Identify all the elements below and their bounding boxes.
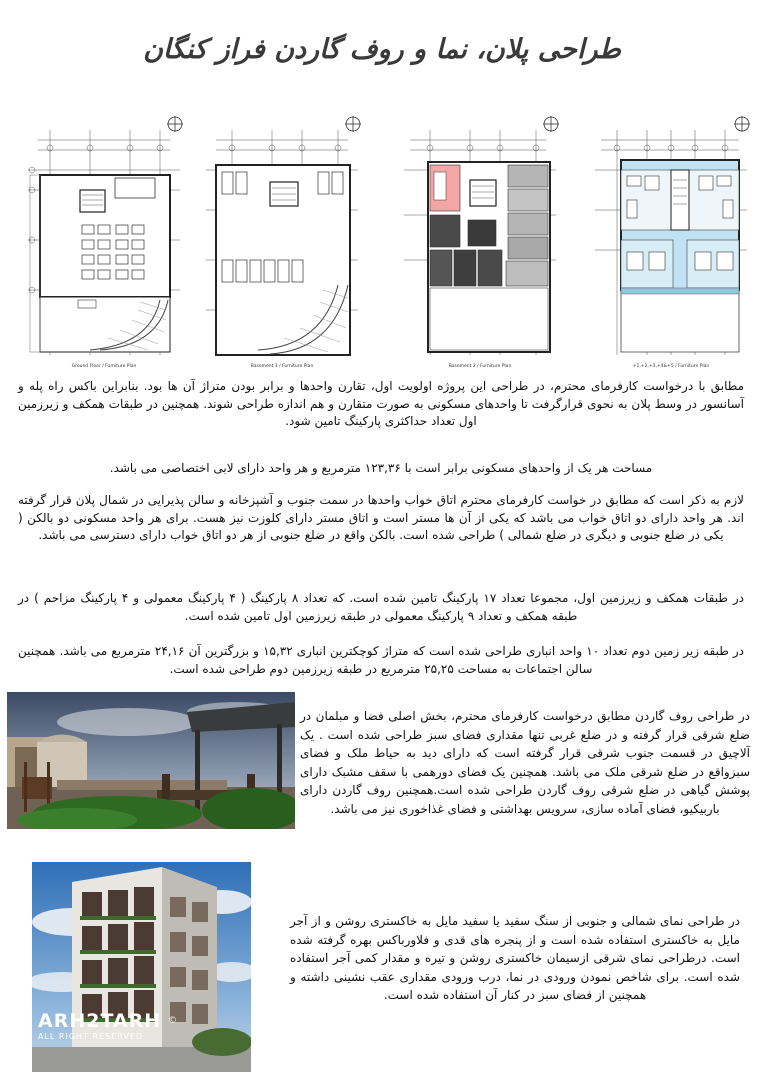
plan-caption: Ground Floor / Furniture Plan [71,364,137,369]
typical-floor-drawing [587,110,755,370]
watermark-logo [38,1010,161,1041]
paragraph-unit-area: مساحت هر یک از واحدهای مسکونی برابر است با ۱۲۳,۳۶ مترمربع و هر واحد دارای لابی اختصاصی می باشد. [109,461,653,475]
basement-1-drawing [198,110,366,370]
watermark-name: ARH2TARH [38,1010,162,1032]
plan-caption: Basement 2 / Furniture Plan [448,364,512,369]
watermark-rights: ALL RIGHT RESERVED [38,1032,144,1041]
paragraph-roof-garden: در طراحی روف گاردن مطابق درخواست کارفرمای محترم، بخش اصلی فضا و مبلمان در ضلع شرقی قرار گرفته و در ضلع غربی تنها مقداری فضای سبز طراحی شده است . یک آلاچیق در قسمت جنوب شرقی قرار گرفته است که دارای دید به حیاط ملک و فضای سبزواقع در ضلع شرقی ملک می باشد. همچنین یک فضای دورهمی با سقف مشبک دارای پوشش گیاهی در ضلع شرقی روف گاردن طراحی شده است.همچنین روف گاردن دارای باربیکیو، فضای آماده سازی، سرویس بهداشتی و فضای غذاخوری نیز می باشد. [300,709,750,816]
ground-floor-plan [20,110,188,370]
basement-2-plan [396,110,564,370]
basement-2-drawing [396,110,564,370]
plan-caption: Basement 1 / Furniture Plan [250,364,314,369]
copyright-symbol: © [168,1016,177,1026]
floor-plans-row [20,110,755,370]
paragraph-facade: در طراحی نمای شمالی و جنوبی از سنگ سفید یا سفید مایل به خاکستری روشن و از آجر مایل به خاکستری استفاده شده است و از پنجره های قدی و فلاورباکس بهره گرفته شده است. درطراحی نمای شرقی ازسیمان خاکستری روشن و تیره و مقدار کمی آجر استفاده شده است. برای شاخص نمودن ورودی در نما، درب ورودی مقداری عقب نشینی داشته و همچنین از فضای سبز در کنار آن استفاده شده است. [290,914,740,1002]
paragraph-layout: مطابق با درخواست کارفرمای محترم، در طراحی این پروژه اولویت اول، تقارن واحدها و برابر بودن متراژ آن ها بود. بنابراین باکس راه پله و آسانسور در وسط پلان به نحوی قرارگرفت تا واحدهای مسکونی به صورت متقارن و هم اندازه طراحی شوند. همچنین در طبقات همکف و زیرزمین اول تعداد حداکثری پارکینگ تامین شود. [18,379,744,428]
paragraph-parking: در طبقات همکف و زیرزمین اول، مجموعا تعداد ۱۷ پارکینگ تامین شده است. که تعداد ۸ پارکینگ ( ۴ پارکینگ معمولی و ۴ پارکینگ مزاحم ) در طبقه همکف و تعداد ۹ پارکینگ معمولی در طبقه زیرزمین اول تامین شده است. [18,591,744,623]
page-title: طراحی پلان، نما و روف گاردن فراز کنگان [143,34,621,65]
paragraph-bedrooms: لازم به ذکر است که مطابق در خواست کارفرمای محترم اتاق خواب واحدها در سمت جنوب و آشپزخانه و سالن پذیرایی در شمال پلان قرار گرفته اند. هر واحد دارای دو اتاق خواب می باشد که یکی از آن ها مستر است و اتاق مستر دارای کلوزت نیز هست. برای هر واحد مسکونی دو بالکن ( یکی در ضلع جنوبی و دیگری در ضلع شمالی ) طراحی شده است. بالکن واقع در ضلع جنوبی از هر دو اتاق خواب دارای دسترسی می باشد. [18,493,744,542]
roof-garden-render [7,692,295,829]
paragraph-storage: در طبقه زیر زمین دوم تعداد ۱۰ واحد انباری طراحی شده است که متراژ کوچکترین انباری ۱۵,۳۲ و بزرگترین آن ۲۴,۱۶ مترمربع می باشد. همچنین سالن اجتماعات به مساحت ۲۵,۲۵ مترمربع در طبقه زیرزمین دوم طراحی شده است. [18,644,745,676]
plan-caption: +1,+2,+3,+4&+5 / Furniture Plan [632,364,710,369]
typical-floor-plan [587,110,755,370]
ground-floor-drawing [20,110,188,370]
basement-1-plan [198,110,366,370]
